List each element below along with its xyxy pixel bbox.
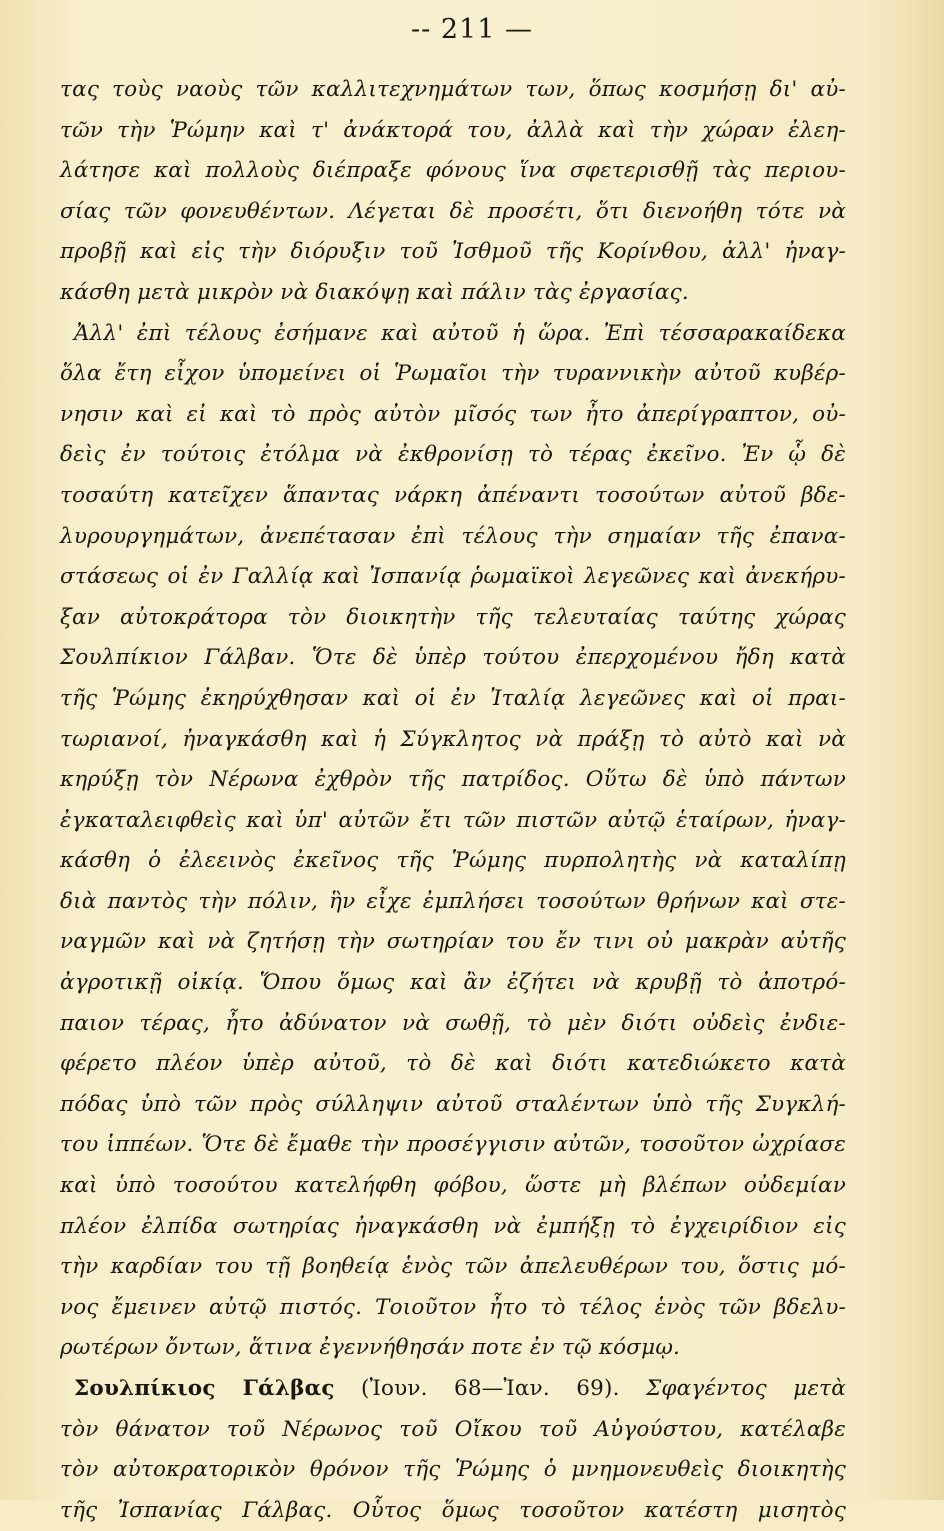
- text-line: καὶ ὑπὸ τοσούτου κατελήφθη φόβου, ὥστε μὴ βλέπων οὐδεμίαν: [60, 1173, 846, 1199]
- text-line: ξαν αὐτοκράτορα τὸν διοικητὴν τῆς τελευταίας ταύτης χώρας: [60, 604, 846, 630]
- text-line: τοσαύτη κατεῖχεν ἅπαντας νάρκη ἀπέναντι τοσούτων αὐτοῦ βδε-: [60, 482, 846, 508]
- text-line: Ἀλλ' ἐπὶ τέλους ἐσήμανε καὶ αὐτοῦ ἡ ὥρα. Ἐπὶ τέσσαρακαίδεκα: [74, 320, 846, 346]
- text-line: κηρύξῃ τὸν Νέρωνα ἐχθρὸν τῆς πατρίδος. Οὕτω δὲ ὑπὸ πάντων: [60, 767, 846, 793]
- galba-name: Σουλπίκιον Γάλβαν.: [60, 645, 296, 671]
- section-heading-line: [60, 1369, 846, 1410]
- body-text: [60, 70, 846, 1531]
- text-line: τῶν τὴν Ῥώμην καὶ τ' ἀνάκτορά του, ἀλλὰ καὶ τὴν χώραν ἐλεη-: [60, 117, 846, 143]
- text-line: ὅλα ἔτη εἶχον ὑπομείνει οἱ Ῥωμαῖοι τὴν τυραννικὴν αὐτοῦ κυβέρ-: [60, 361, 846, 387]
- text-line: τωριανοί, ἠναγκάσθη καὶ ἡ Σύγκλητος νὰ πράξῃ τὸ αὐτὸ καὶ νὰ: [60, 726, 846, 752]
- text-line: δεὶς ἐν τούτοις ἐτόλμα νὰ ἐκθρονίσῃ τὸ τέρας ἐκεῖνο. Ἐν ᾧ δὲ: [60, 442, 846, 468]
- text-line: ἀγροτικῇ οἰκίᾳ. Ὅπου ὅμως καὶ ἂν ἐζήτει νὰ κρυβῇ τὸ ἀποτρό-: [60, 970, 846, 996]
- section-dates: (Ἰουν. 68—Ἰαν. 69).: [360, 1376, 620, 1401]
- text-line: τὴν καρδίαν του τῇ βοηθείᾳ ἑνὸς τῶν ἀπελευθέρων του, ὅστις μό-: [60, 1254, 846, 1280]
- text-line: λάτησε καὶ πολλοὺς διέπραξε φόνους ἵνα σφετερισθῇ τὰς περιου-: [60, 158, 846, 184]
- galba-line-rest: Ὅτε δὲ ὑπὲρ τούτου ἐπερχομένου ἤδη κατὰ: [311, 645, 846, 671]
- text-line: πλέον ἐλπίδα σωτηρίας ἠναγκάσθη νὰ ἐμπήξῃ τὸ ἐγχειρίδιον εἰς: [60, 1213, 846, 1239]
- section-title: Σουλπίκιος Γάλβας: [74, 1376, 335, 1401]
- text-line: λυρουργημάτων, ἀνεπέτασαν ἐπὶ τέλους τὴν σημαίαν τῆς ἐπανα-: [60, 523, 846, 549]
- text-line: σίας τῶν φονευθέντων. Λέγεται δὲ προσέτι, ὅτι διενοήθη τότε νὰ: [60, 198, 846, 224]
- text-line: κάσθη ὁ ἐλεεινὸς ἐκεῖνος τῆς Ῥώμης πυρπολητὴς νὰ καταλίπῃ: [60, 848, 846, 874]
- text-line: κάσθη μετὰ μικρὸν νὰ διακόψῃ καὶ πάλιν τὰς ἐργασίας.: [60, 279, 689, 305]
- text-line: πόδας ὑπὸ τῶν πρὸς σύλληψιν αὐτοῦ σταλέντων ὑπὸ τῆς Συγκλή-: [60, 1091, 846, 1117]
- section-heading-rest: Σφαγέντος μετὰ: [646, 1376, 846, 1401]
- text-line: τῆς Ἰσπανίας Γάλβας. Οὗτος ὅμως τοσοῦτον κατέστη μισητὸς: [60, 1497, 846, 1523]
- text-line: τὸν αὐτοκρατορικὸν θρόνον τῆς Ῥώμης ὁ μνημονευθεὶς διοικητὴς: [60, 1457, 846, 1483]
- text-line: ρωτέρων ὄντων, ἅτινα ἐγεννήθησάν ποτε ἐν τῷ κόσμῳ.: [60, 1335, 681, 1361]
- text-line: ἐγκαταλειφθεὶς καὶ ὑπ' αὐτῶν ἔτι τῶν πιστῶν αὐτῷ ἑταίρων, ἠναγ-: [60, 807, 846, 833]
- page-number: -- 211 —: [411, 14, 533, 45]
- text-line: προβῇ καὶ εἰς τὴν διόρυξιν τοῦ Ἰσθμοῦ τῆς Κορίνθου, ἀλλ' ἠναγ-: [60, 239, 846, 265]
- text-line-galba: [60, 638, 846, 679]
- text-line: νος ἔμεινεν αὐτῷ πιστός. Τοιοῦτον ἦτο τὸ τέλος ἑνὸς τῶν βδελυ-: [60, 1294, 846, 1320]
- text-line: ναγμῶν καὶ νὰ ζητήσῃ τὴν σωτηρίαν του ἔν τινι οὐ μακρὰν αὐτῆς: [60, 929, 846, 955]
- text-line: φέρετο πλέον ὑπὲρ αὐτοῦ, τὸ δὲ καὶ διότι κατεδιώκετο κατὰ: [60, 1051, 846, 1077]
- text-line: τὸν θάνατον τοῦ Νέρωνος τοῦ Οἴκου τοῦ Αὐγούστου, κατέλαβε: [60, 1416, 846, 1442]
- text-line: νησιν καὶ εἰ καὶ τὸ πρὸς αὐτὸν μῖσός των ἦτο ἀπερίγραπτον, οὐ-: [60, 401, 846, 427]
- text-line: τας τοὺς ναοὺς τῶν καλλιτεχνημάτων των, ὅπως κοσμήσῃ δι' αὐ-: [60, 77, 846, 102]
- text-line: στάσεως οἱ ἐν Γαλλίᾳ καὶ Ἰσπανίᾳ ῥωμαϊκοὶ λεγεῶνες καὶ ἀνεκήρυ-: [60, 564, 846, 590]
- text-line: του ἱππέων. Ὅτε δὲ ἔμαθε τὴν προσέγγισιν αὐτῶν, τοσοῦτον ὠχρίασε: [60, 1132, 846, 1158]
- text-line: παιον τέρας, ἦτο ἀδύνατον νὰ σωθῇ, τὸ μὲν διότι οὐδεὶς ἐνδιε-: [60, 1010, 846, 1036]
- text-line: διὰ παντὸς τὴν πόλιν, ἣν εἶχε ἐμπλήσει τοσούτων θρήνων καὶ στε-: [60, 888, 846, 914]
- text-line: τῆς Ῥώμης ἐκηρύχθησαν καὶ οἱ ἐν Ἰταλίᾳ λεγεῶνες καὶ οἱ πραι-: [60, 685, 846, 711]
